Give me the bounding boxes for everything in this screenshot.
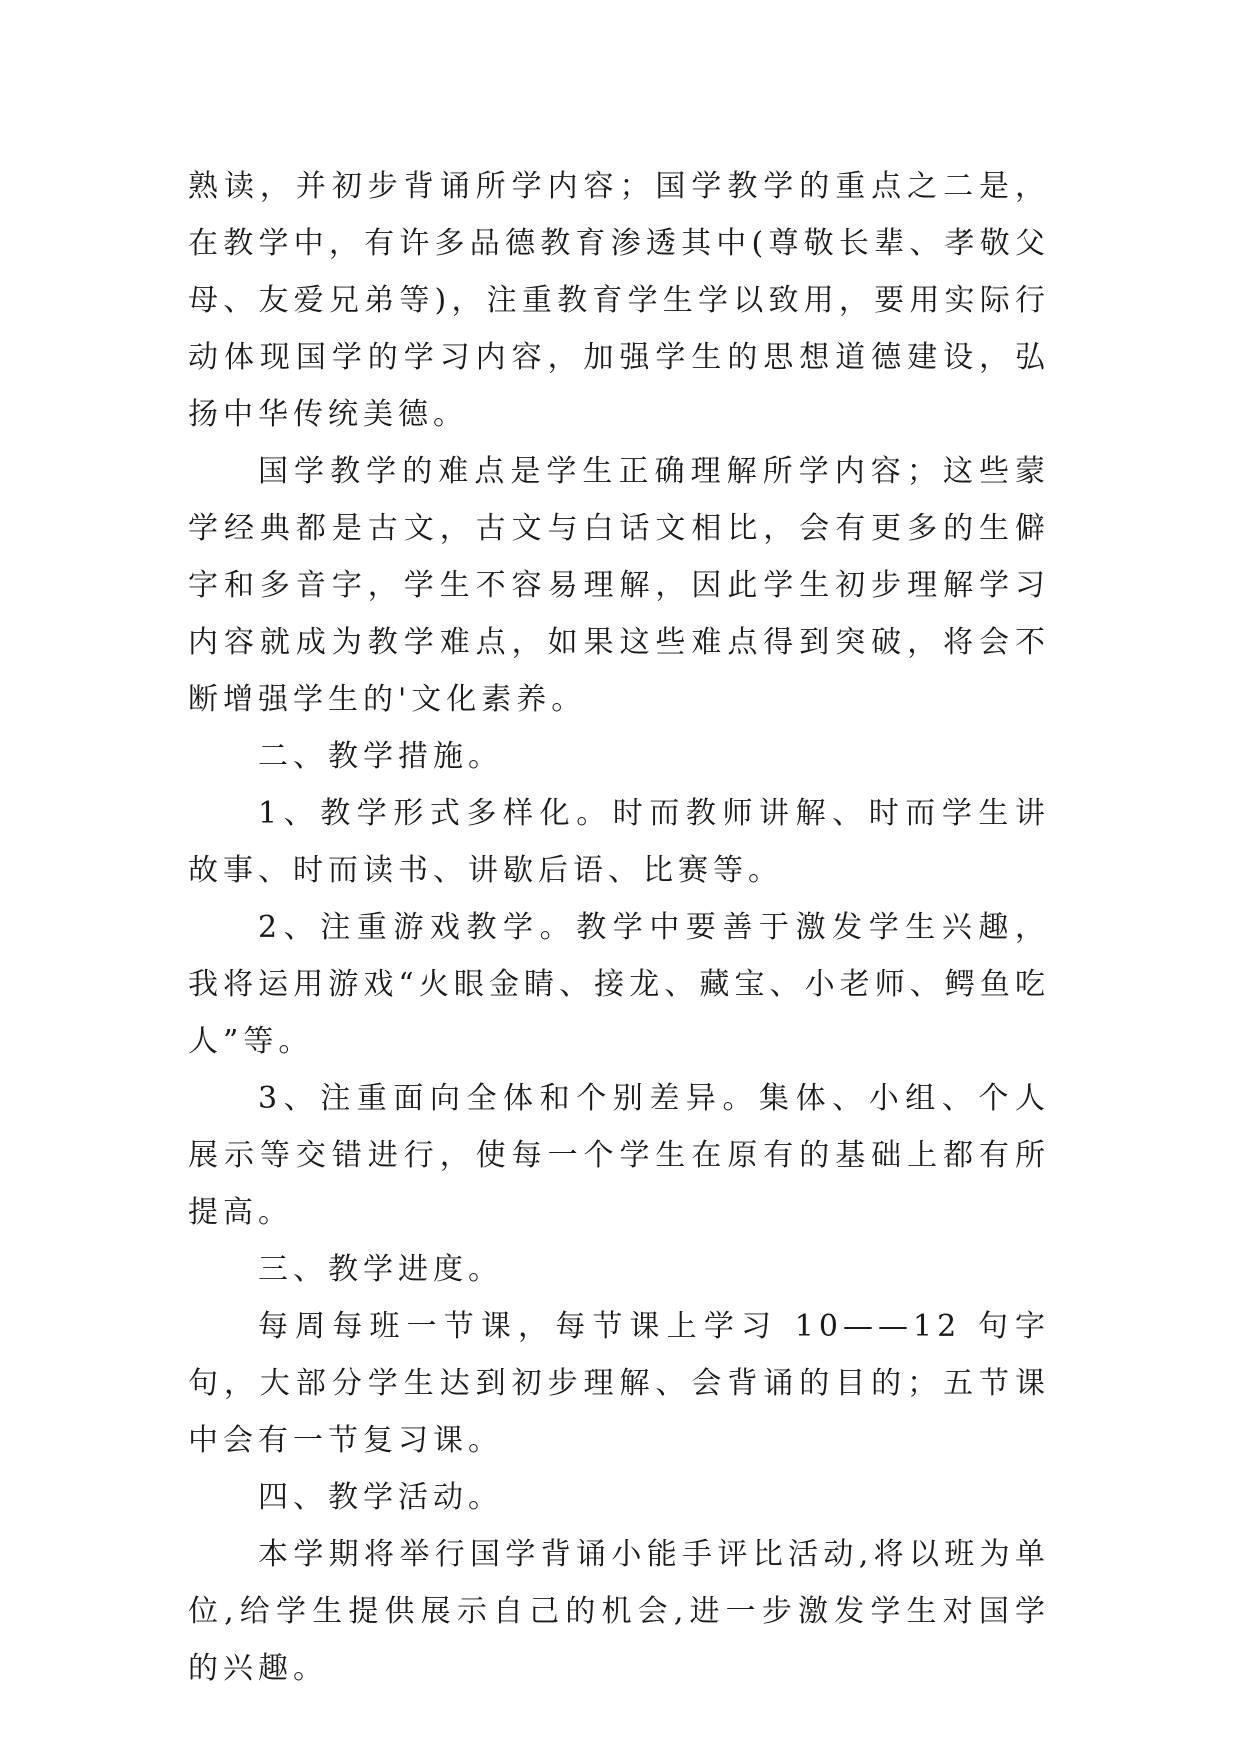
measure-item-1: 1、教学形式多样化。时而教师讲解、时而学生讲故事、时而读书、讲歇后语、比赛等。 [188,796,1050,888]
section-heading-progress: 三、教学进度。 [258,1252,503,1287]
section-heading-activities: 四、教学活动。 [258,1480,503,1515]
section-heading-measures: 二、教学措施。 [258,739,503,774]
measure-item-2: 2、注重游戏教学。教学中要善于激发学生兴趣，我将运用游戏“火眼金睛、接龙、藏宝、小老师、鳄鱼吃人”等。 [188,910,1050,1059]
paragraph-moral-education: 熟读，并初步背诵所学内容；国学教学的重点之二是，在教学中，有许多品德教育渗透其中(尊敬长辈、孝敬父母、友爱兄弟等)，注重教育学生学以致用，要用实际行动体现国学的学习内容，加强学生的思想道德建设，弘扬中华传统美德。 [188,169,1050,432]
measure-item-3: 3、注重面向全体和个别差异。集体、小组、个人展示等交错进行，使每一个学生在原有的基础上都有所提高。 [188,1081,1050,1230]
paragraph-activities: 本学期将举行国学背诵小能手评比活动,将以班为单位,给学生提供展示自己的机会,进一步激发学生对国学的兴趣。 [188,1537,1050,1686]
paragraph-difficulty: 国学教学的难点是学生正确理解所学内容；这些蒙学经典都是古文，古文与白话文相比，会有更多的生僻字和多音字，学生不容易理解，因此学生初步理解学习内容就成为教学难点，如果这些难点得到突破，将会不断增强学生的'文化素养。 [188,454,1050,717]
document-body [188,158,1050,1697]
paragraph-progress: 每周每班一节课，每节课上学习 10——12 句字句，大部分学生达到初步理解、会背诵的目的；五节课中会有一节复习课。 [188,1309,1050,1458]
